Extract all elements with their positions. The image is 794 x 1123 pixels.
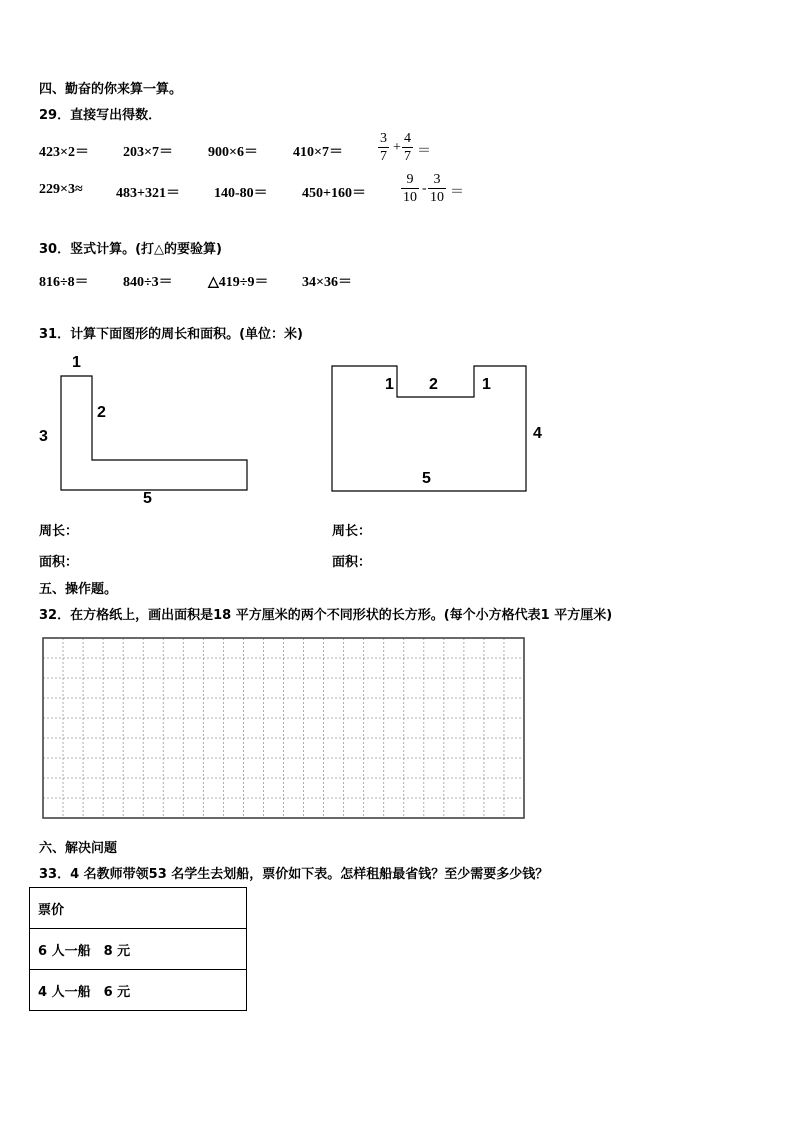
- table-cell: 4 人一船 6 元: [30, 970, 247, 1011]
- fig2-perimeter-label: 周长：: [332, 524, 372, 539]
- plus-operator: +: [393, 140, 401, 155]
- q29-item-7: 140-80＝: [214, 186, 268, 201]
- question-29-title: 29．直接写出得数．: [39, 108, 162, 123]
- square-grid-paper: [42, 637, 526, 821]
- fraction-3-7: 3 7: [380, 131, 387, 164]
- notch-label-right: 1: [482, 376, 491, 393]
- notch-label-width: 2: [429, 376, 438, 393]
- l-shape-figure: [30, 345, 260, 510]
- notch-label-left: 1: [385, 376, 394, 393]
- equals-sign: ＝: [417, 144, 431, 159]
- fraction-3-10: 3 10: [430, 172, 444, 205]
- l-shape-label-left: 3: [39, 428, 48, 445]
- q30-item-3: △419÷9＝: [208, 275, 269, 290]
- fraction-4-7: 4 7: [404, 131, 411, 164]
- fraction-9-10: 9 10: [403, 172, 417, 205]
- q30-item-4: 34×36＝: [302, 275, 352, 290]
- table-row: [30, 929, 247, 970]
- rectangle-label-bottom: 5: [422, 470, 431, 487]
- table-cell: 票价: [30, 888, 247, 929]
- section-six-heading: 六、解决问题: [39, 841, 118, 856]
- q29-item-6: 483+321＝: [116, 186, 180, 201]
- q30-item-2: 840÷3＝: [123, 275, 173, 290]
- section-five-heading: 五、操作题。: [39, 582, 118, 597]
- l-shape-label-top: 1: [72, 354, 81, 371]
- question-32-title: 32．在方格纸上，画出面积是18 平方厘米的两个不同形状的长方形。(每个小方格代表1 平方厘米): [39, 608, 613, 623]
- l-shape-outline: [61, 376, 247, 490]
- q29-item-5: 229×3≈: [39, 182, 83, 197]
- fig1-perimeter-label: 周长：: [39, 524, 79, 539]
- minus-operator: -: [422, 181, 427, 196]
- table-row: [30, 888, 247, 929]
- q29-item-3: 900×6＝: [208, 145, 258, 160]
- fig2-area-label: 面积：: [332, 555, 372, 570]
- q29-item-8: 450+160＝: [302, 186, 366, 201]
- rectangle-label-right: 4: [533, 425, 542, 442]
- q29-item-2: 203×7＝: [123, 145, 173, 160]
- q30-item-1: 816÷8＝: [39, 275, 89, 290]
- q29-item-1: 423×2＝: [39, 145, 89, 160]
- table-cell: 6 人一船 8 元: [30, 929, 247, 970]
- question-33-title: 33．4 名教师带领53 名学生去划船，票价如下表。怎样租船最省钱？至少需要多少钱？: [39, 867, 549, 882]
- fig1-area-label: 面积：: [39, 555, 79, 570]
- table-row: [30, 970, 247, 1011]
- question-31-title: 31．计算下面图形的周长和面积。(单位：米): [39, 327, 303, 342]
- q29-item-4: 410×7＝: [293, 145, 343, 160]
- ticket-price-table: [29, 887, 247, 1011]
- section-four-heading: 四、勤奋的你来算一算。: [39, 82, 183, 97]
- l-shape-label-inner: 2: [97, 404, 106, 421]
- l-shape-label-bottom: 5: [143, 490, 152, 507]
- equals-sign: ＝: [450, 185, 464, 200]
- question-30-title: 30．竖式计算。(打△的要验算): [39, 242, 222, 257]
